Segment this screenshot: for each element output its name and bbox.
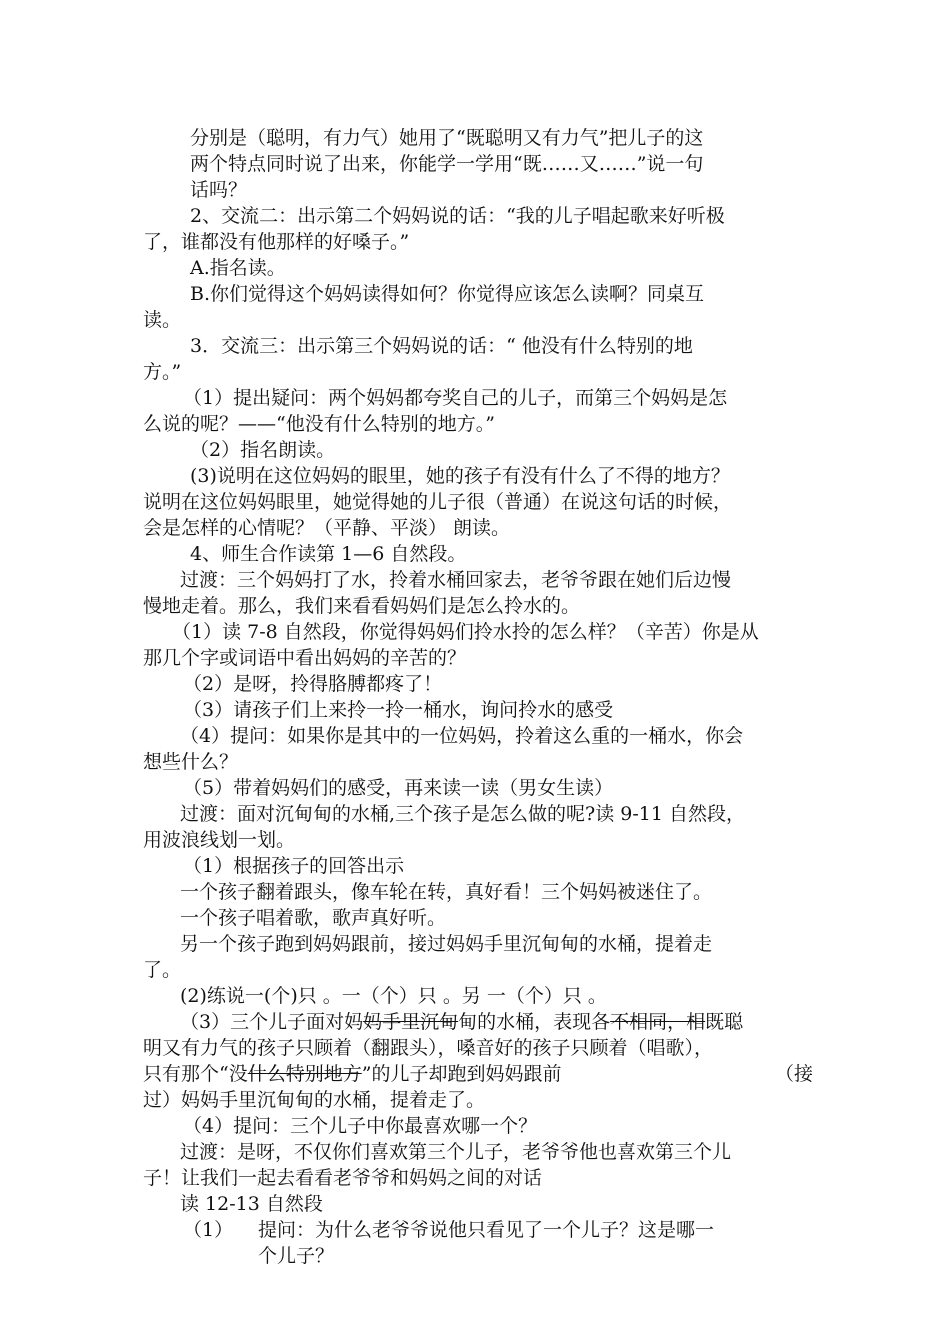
- text-line: （4）提问：如果你是其中的一位妈妈，拎着这么重的一桶水，你会: [180, 725, 744, 747]
- text-line: 分别是（聪明，有力气）她用了“既聪明又有力气”把儿子的这: [190, 127, 704, 149]
- text-line: 会是怎样的心情呢？（平静、平淡） 朗读。: [143, 517, 511, 539]
- text-run: 只有那个“没: [143, 1063, 248, 1085]
- text-line: 2、交流二：出示第二个妈妈说的话：“我的儿子唱起歌来好听极: [190, 205, 725, 227]
- text-line: [143, 1061, 561, 1087]
- text-line: (3)说明在这位妈妈的眼里，她的孩子有没有什么了不得的地方？: [190, 465, 730, 487]
- text-line: 3．交流三：出示第三个妈妈说的话：“ 他没有什么特别的地: [190, 335, 693, 357]
- text-line: 过渡：三个妈妈打了水，拎着水桶回家去，老爷爷跟在她们后边慢: [180, 569, 732, 591]
- text-line: 明又有力气的孩子只顾着（翻跟头），嗓音好的孩子只顾着（唱歌），: [143, 1037, 714, 1059]
- text-line: 过渡：面对沉甸甸的水桶,三个孩子是怎么做的呢?读 9-11 自然段，: [180, 803, 745, 825]
- text-line: 方。”: [143, 361, 182, 383]
- text-line: 两个特点同时说了出来，你能学一学用“既……又……”说一句: [190, 153, 704, 175]
- text-line: （2）是呀，拎得胳膊都疼了！: [183, 673, 443, 695]
- text-line: 慢地走着。那么，我们来看看妈妈们是怎么拎水的。: [143, 595, 581, 617]
- text-run: 甸的水桶，表现各: [458, 1011, 611, 1033]
- text-line: 过渡：是呀，不仅你们喜欢第三个儿子，老爷爷他也喜欢第三个儿: [180, 1141, 732, 1163]
- text-line: B.你们觉得这个妈妈读得如何？你觉得应该怎么读啊？同桌互: [190, 283, 705, 305]
- text-line: 子！让我们一起去看看老爷爷和妈妈之间的对话: [143, 1167, 543, 1189]
- struck-text: 什么特别地方: [247, 1063, 362, 1085]
- text-run: ”的儿子却跑到妈妈跟前: [361, 1063, 562, 1085]
- text-line: 读。: [143, 309, 182, 331]
- struck-text: 不相同，相: [610, 1011, 706, 1033]
- text-line: （1）提出疑问：两个妈妈都夸奖自己的儿子，而第三个妈妈是怎: [183, 387, 728, 409]
- text-line: 读 12-13 自然段: [180, 1193, 323, 1215]
- text-line: （1）读 7-8 自然段，你觉得妈妈们拎水拎的怎么样？（辛苦）你是从: [172, 621, 759, 643]
- text-line: （2）指名朗读。: [190, 439, 336, 461]
- text-line: （接: [775, 1063, 814, 1085]
- text-line: 一个孩子唱着歌，歌声真好听。: [180, 907, 447, 929]
- text-line: 用波浪线划一划。: [143, 829, 296, 851]
- text-line: （1）根据孩子的回答出示: [183, 855, 405, 877]
- text-line: A.指名读。: [190, 257, 286, 279]
- text-line: （5）带着妈妈们的感受，再来读一读（男女生读）: [183, 777, 614, 799]
- text-line: 个儿子？: [258, 1245, 335, 1267]
- text-run: 既聪: [705, 1011, 744, 1033]
- text-line: （3）请孩子们上来拎一拎一桶水，询问拎水的感受: [183, 699, 614, 721]
- struck-text: 妈手里沉甸: [363, 1011, 459, 1033]
- text-line: 一个孩子翻着跟头，像车轮在转，真好看！三个妈妈被迷住了。: [180, 881, 713, 903]
- text-line: 么说的呢？——“他没有什么特别的地方。”: [143, 413, 495, 435]
- text-line: （1）: [183, 1219, 234, 1241]
- text-line: 过）妈妈手里沉甸甸的水桶，提着走了。: [143, 1089, 486, 1111]
- text-line: 了，谁都没有他那样的好嗓子。”: [143, 231, 410, 253]
- text-line: 说明在这位妈妈眼里，她觉得她的儿子很（普通）在说这句话的时候，: [143, 491, 733, 513]
- text-run: （3）三个儿子面对妈: [180, 1011, 364, 1033]
- text-line: [180, 1009, 743, 1035]
- text-line: 了。: [143, 959, 182, 981]
- text-line: (2)练说一(个)只 。一（个）只 。另 一（个）只 。: [180, 985, 607, 1007]
- text-line: 想些什么？: [143, 751, 239, 773]
- text-line: 那几个字或词语中看出妈妈的辛苦的？: [143, 647, 467, 669]
- text-line: 4、师生合作读第 1—6 自然段。: [190, 543, 467, 565]
- text-line: 另一个孩子跑到妈妈跟前，接过妈妈手里沉甸甸的水桶，提着走: [180, 933, 713, 955]
- text-line: 话吗？: [190, 179, 248, 201]
- text-line: 提问：为什么老爷爷说他只看见了一个儿子？这是哪一: [258, 1219, 715, 1241]
- text-line: （4）提问：三个儿子中你最喜欢哪一个？: [183, 1115, 538, 1137]
